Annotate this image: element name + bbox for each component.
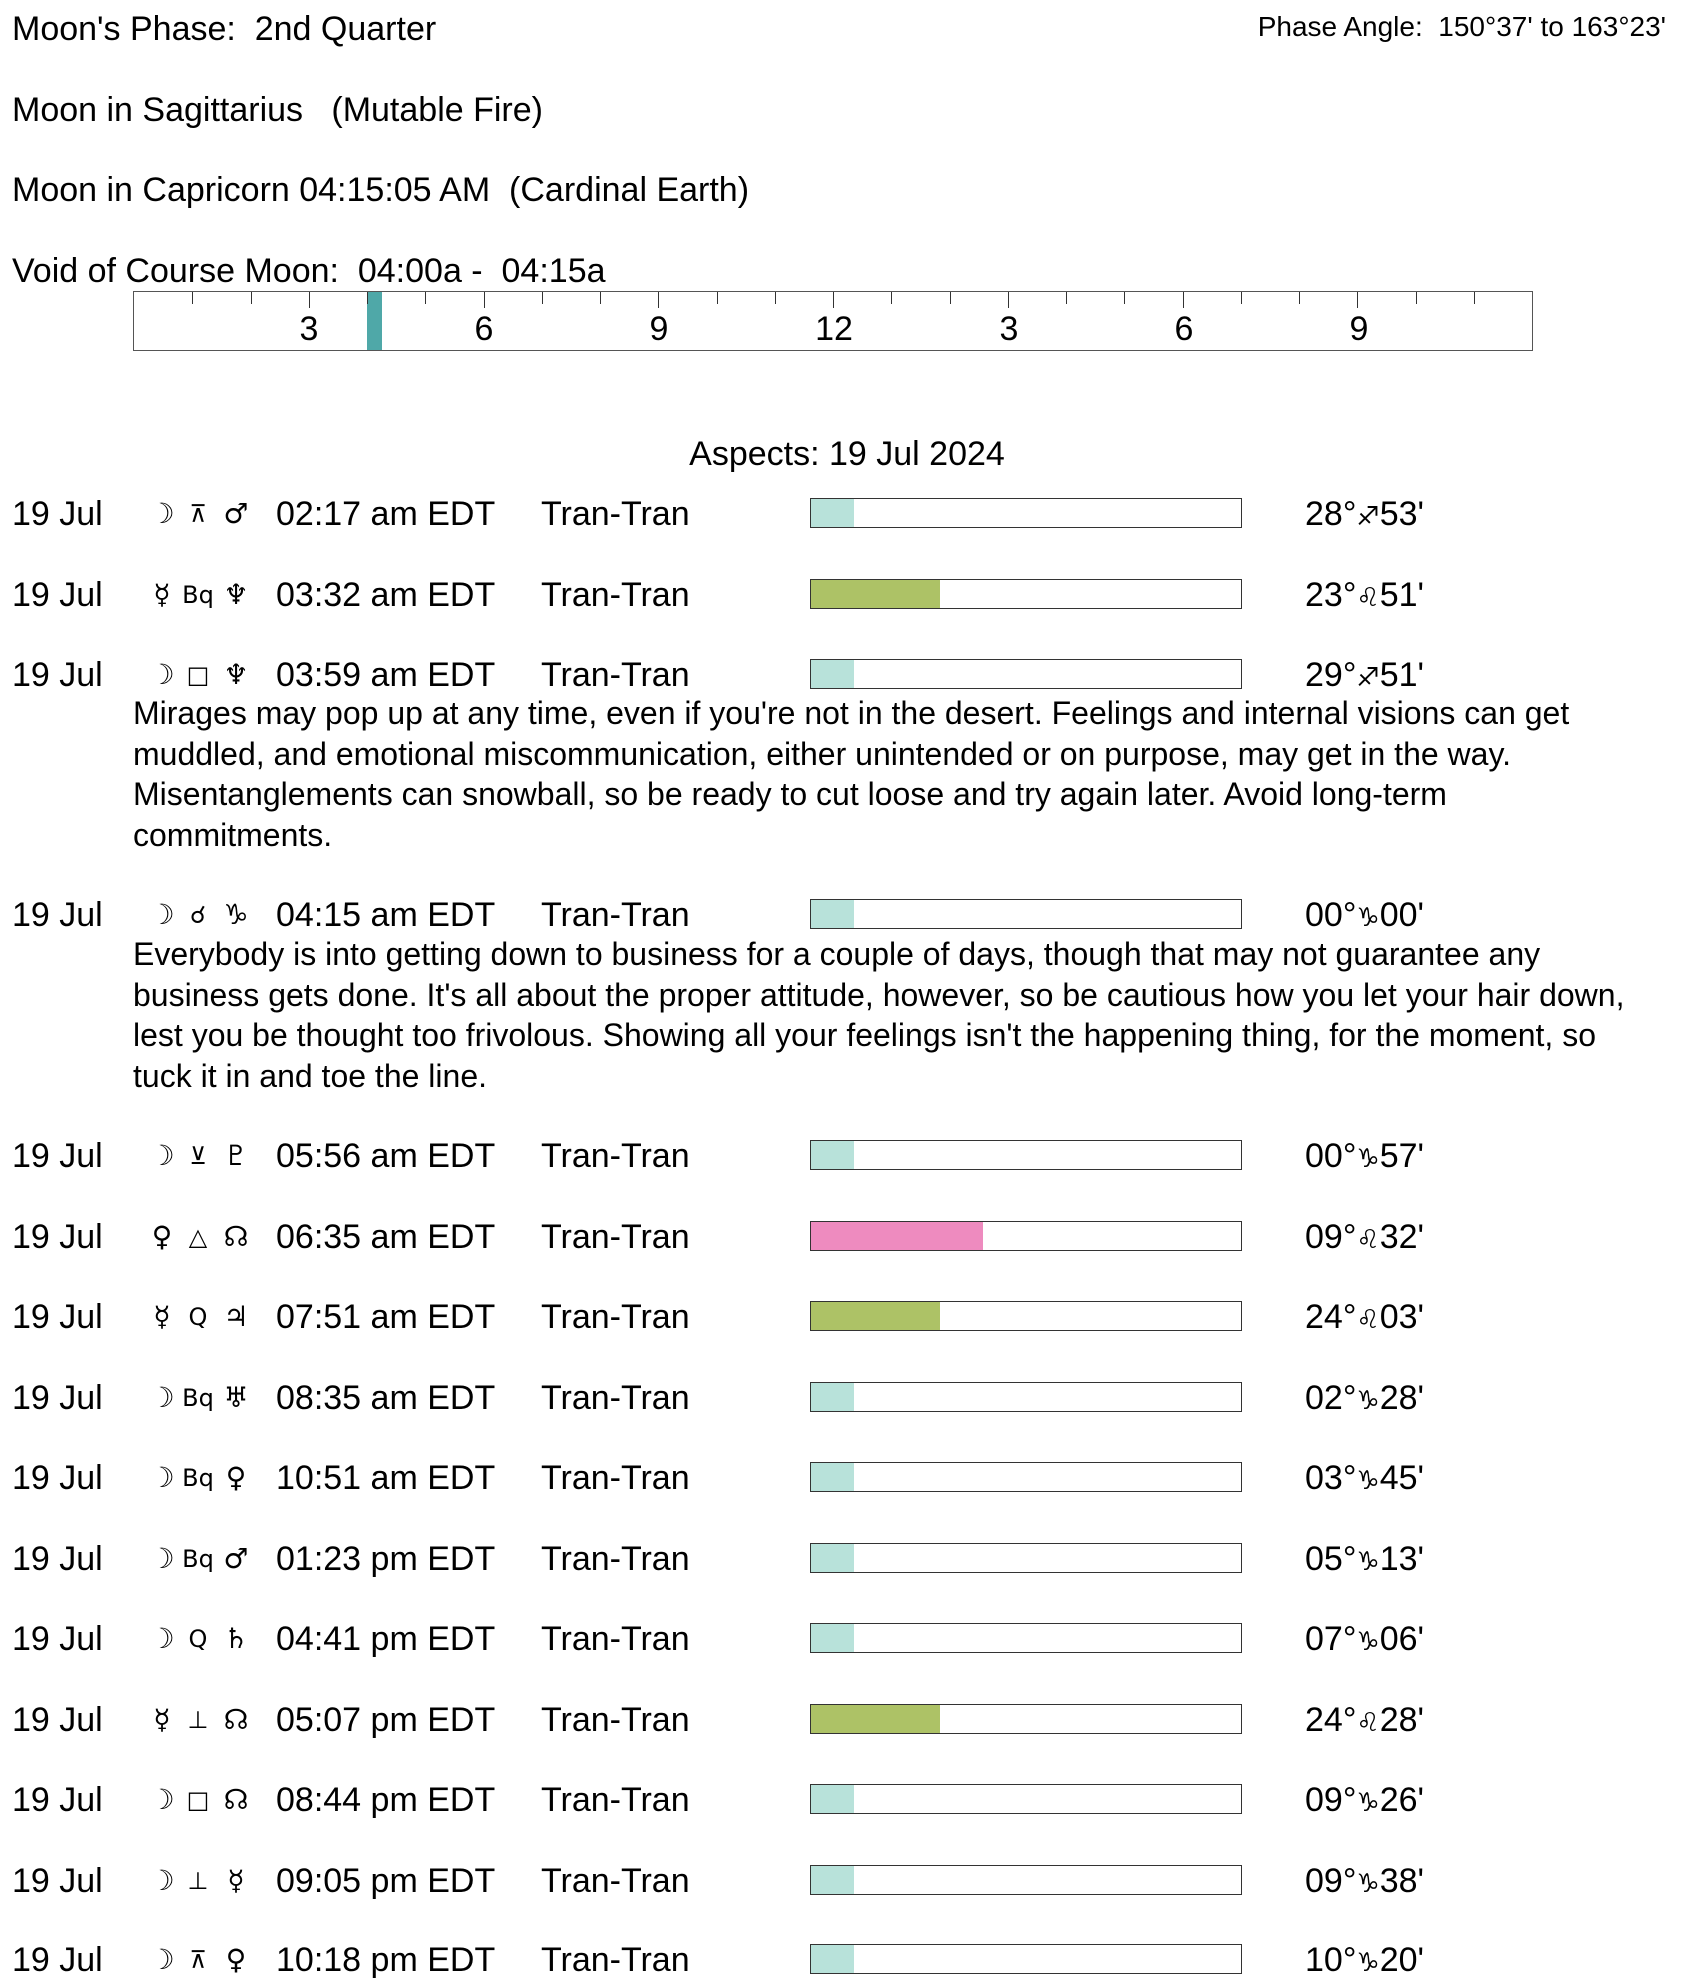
aspect-position: 09°♑38'	[1305, 1862, 1425, 1900]
timeline-tick	[192, 292, 193, 304]
timeline-tick	[542, 292, 543, 304]
strength-bar	[810, 1382, 1242, 1412]
capricorn-icon: ♑	[1356, 903, 1380, 933]
moon-phase: Moon's Phase: 2nd Quarter	[12, 10, 437, 48]
strength-bar	[810, 1623, 1242, 1653]
aspect-time: 08:44 pm EDT	[276, 1781, 496, 1819]
aspect-description: Everybody is into getting down to business for a couple of days, though that may not guarantee any business gets done. It's all about the proper attitude, however, so be cautious how you let your hair down, lest you be thought too frivolous. Showing all your feelings isn't the happening thing, for the moment, so tuck it in and toe the line.	[133, 936, 1625, 1094]
timeline-tick	[950, 292, 951, 304]
aspect-position: 10°♑20'	[1305, 1941, 1425, 1979]
timeline-tick	[717, 292, 718, 304]
aspect-glyphs	[146, 1861, 266, 1901]
aspect-date: 19 Jul	[12, 1701, 103, 1739]
aspect-date: 19 Jul	[12, 1459, 103, 1497]
timeline-tick	[1066, 292, 1067, 304]
aspect-time: 04:15 am EDT	[276, 896, 496, 934]
north-node-icon: ☊	[223, 1783, 249, 1816]
aspect-position: 03°♑45'	[1305, 1459, 1425, 1497]
aspect-date: 19 Jul	[12, 1379, 103, 1417]
strength-bar	[810, 1140, 1242, 1170]
venus-icon: ♀	[225, 1943, 247, 1976]
aspect-position: 28°♐53'	[1305, 495, 1425, 533]
timeline-tick	[1416, 292, 1417, 304]
timeline-label: 6	[1174, 310, 1194, 348]
quincunx-icon: ⊻	[189, 1142, 207, 1170]
aspect-time: 05:07 pm EDT	[276, 1701, 496, 1739]
mercury-icon: ☿	[153, 578, 171, 611]
strength-bar-fill	[811, 660, 854, 688]
moon-icon: ☽	[149, 497, 175, 530]
aspect-date: 19 Jul	[12, 1218, 103, 1256]
aspect-glyphs	[146, 1619, 266, 1659]
saturn-icon: ♄	[223, 1622, 249, 1655]
capricorn-icon: ♑	[1356, 1386, 1380, 1416]
timeline-label: 3	[299, 310, 319, 348]
aspect-date: 19 Jul	[12, 896, 103, 934]
moon-icon: ☽	[149, 1461, 175, 1494]
aspect-glyphs	[146, 1458, 266, 1498]
timeline-tick	[600, 292, 601, 304]
moon-icon: ☽	[149, 1783, 175, 1816]
strength-bar	[810, 1865, 1242, 1895]
moon-icon: ☽	[149, 1381, 175, 1414]
mars-icon: ♂	[223, 1542, 249, 1575]
aspect-type: Tran-Tran	[541, 1701, 690, 1739]
strength-bar	[810, 1784, 1242, 1814]
aspect-position: 02°♑28'	[1305, 1379, 1425, 1417]
phase-angle: Phase Angle: 150°37' to 163°23'	[1257, 11, 1666, 42]
aspect-date: 19 Jul	[12, 1137, 103, 1175]
pluto-icon: ♇	[223, 1139, 249, 1172]
timeline-tick	[1183, 292, 1184, 308]
aspect-glyphs	[146, 1700, 266, 1740]
strength-bar	[810, 899, 1242, 929]
aspect-time: 07:51 am EDT	[276, 1298, 496, 1336]
strength-bar-fill	[811, 1785, 854, 1813]
uranus-icon: ♅	[223, 1381, 249, 1414]
aspect-type: Tran-Tran	[541, 1540, 690, 1578]
strength-bar-fill	[811, 580, 940, 608]
aspect-type: Tran-Tran	[541, 1379, 690, 1417]
aspect-type: Tran-Tran	[541, 1218, 690, 1256]
aspect-date: 19 Jul	[12, 1298, 103, 1336]
strength-bar	[810, 1704, 1242, 1734]
aspect-type: Tran-Tran	[541, 1459, 690, 1497]
leo-icon: ♌	[1356, 1225, 1380, 1255]
capricorn-icon: ♑	[223, 898, 249, 931]
strength-bar-fill	[811, 900, 854, 928]
strength-bar	[810, 1543, 1242, 1573]
capricorn-icon: ♑	[1356, 1788, 1380, 1818]
quintile-icon: Q	[188, 1303, 208, 1331]
aspect-position: 05°♑13'	[1305, 1540, 1425, 1578]
aspect-glyphs	[146, 1297, 266, 1337]
moon-icon: ☽	[149, 1542, 175, 1575]
capricorn-icon: ♑	[1356, 1948, 1380, 1978]
timeline-tick	[367, 292, 368, 304]
aspect-date: 19 Jul	[12, 1781, 103, 1819]
aspect-date: 19 Jul	[12, 1862, 103, 1900]
strength-bar-fill	[811, 1866, 854, 1894]
void-of-course-marker	[367, 292, 382, 350]
aspect-glyphs	[146, 1940, 266, 1980]
strength-bar	[810, 1462, 1242, 1492]
capricorn-icon: ♑	[1356, 1466, 1380, 1496]
strength-bar-fill	[811, 1383, 854, 1411]
sesquisquare-icon: ⊥	[187, 1706, 209, 1734]
aspect-type: Tran-Tran	[541, 1298, 690, 1336]
aspect-position: 07°♑06'	[1305, 1620, 1425, 1658]
timeline-tick	[1124, 292, 1125, 304]
aspect-time: 10:51 am EDT	[276, 1459, 496, 1497]
strength-bar-fill	[811, 1141, 854, 1169]
aspect-glyphs	[146, 1539, 266, 1579]
moon-icon: ☽	[149, 1622, 175, 1655]
timeline-label: 9	[1349, 310, 1369, 348]
timeline-label: 9	[649, 310, 669, 348]
aspect-type: Tran-Tran	[541, 656, 690, 694]
aspect-position: 00°♑00'	[1305, 896, 1425, 934]
timeline-tick	[891, 292, 892, 304]
aspect-time: 06:35 am EDT	[276, 1218, 496, 1256]
jupiter-icon: ♃	[223, 1300, 249, 1333]
aspect-date: 19 Jul	[12, 1620, 103, 1658]
aspect-type: Tran-Tran	[541, 896, 690, 934]
square-icon: □	[186, 661, 210, 689]
aspect-position: 09°♌32'	[1305, 1218, 1425, 1256]
strength-bar	[810, 579, 1242, 609]
leo-icon: ♌	[1356, 583, 1380, 613]
moon-icon: ☽	[149, 1943, 175, 1976]
strength-bar-fill	[811, 1302, 940, 1330]
biquintile-icon: Bq	[182, 1545, 214, 1573]
strength-bar-fill	[811, 1544, 854, 1572]
timeline-tick	[1357, 292, 1358, 308]
strength-bar-fill	[811, 1945, 854, 1973]
timeline-label: 12	[815, 310, 853, 348]
aspect-glyphs	[146, 1780, 266, 1820]
aspect-type: Tran-Tran	[541, 495, 690, 533]
moon-ingress: Moon in Capricorn 04:15:05 AM (Cardinal Earth)	[12, 171, 750, 209]
conjunction-icon: ☌	[189, 901, 207, 929]
strength-bar-fill	[811, 499, 854, 527]
aspect-time: 05:56 am EDT	[276, 1137, 496, 1175]
moon-icon: ☽	[149, 658, 175, 691]
moon-icon: ☽	[149, 1864, 175, 1897]
moon-icon: ☽	[149, 898, 175, 931]
aspect-glyphs	[146, 1136, 266, 1176]
capricorn-icon: ♑	[1356, 1627, 1380, 1657]
timeline-tick	[1474, 292, 1475, 304]
timeline-tick	[1241, 292, 1242, 304]
aspect-position: 09°♑26'	[1305, 1781, 1425, 1819]
quintile-icon: Q	[188, 1625, 208, 1653]
day-timeline	[133, 291, 1533, 351]
sesquiquadrate-icon: ⊼	[189, 1946, 207, 1974]
aspect-position: 29°♐51'	[1305, 656, 1425, 694]
aspect-glyphs	[146, 1217, 266, 1257]
aspect-date: 19 Jul	[12, 1540, 103, 1578]
strength-bar	[810, 1221, 1242, 1251]
biquintile-icon: Bq	[182, 1384, 214, 1412]
aspect-type: Tran-Tran	[541, 576, 690, 614]
sagittarius-icon: ♐	[1356, 663, 1380, 693]
capricorn-icon: ♑	[1356, 1144, 1380, 1174]
timeline-tick	[1008, 292, 1009, 308]
aspect-type: Tran-Tran	[541, 1781, 690, 1819]
venus-icon: ♀	[225, 1461, 247, 1494]
aspect-type: Tran-Tran	[541, 1941, 690, 1979]
strength-bar-fill	[811, 1222, 983, 1250]
aspect-time: 02:17 am EDT	[276, 495, 496, 533]
aspect-time: 04:41 pm EDT	[276, 1620, 496, 1658]
moon-sign: Moon in Sagittarius (Mutable Fire)	[12, 91, 543, 129]
mercury-icon: ☿	[153, 1300, 171, 1333]
aspect-date: 19 Jul	[12, 656, 103, 694]
strength-bar	[810, 498, 1242, 528]
aspect-time: 01:23 pm EDT	[276, 1540, 496, 1578]
aspect-position: 00°♑57'	[1305, 1137, 1425, 1175]
aspect-time: 08:35 am EDT	[276, 1379, 496, 1417]
aspect-type: Tran-Tran	[541, 1620, 690, 1658]
timeline-tick	[833, 292, 834, 308]
venus-icon: ♀	[151, 1220, 173, 1253]
strength-bar	[810, 1944, 1242, 1974]
aspect-glyphs	[146, 655, 266, 695]
sagittarius-icon: ♐	[1356, 502, 1380, 532]
aspect-type: Tran-Tran	[541, 1862, 690, 1900]
aspect-time: 03:59 am EDT	[276, 656, 496, 694]
trine-icon: △	[188, 1223, 208, 1251]
timeline-tick	[658, 292, 659, 308]
mercury-icon: ☿	[153, 1703, 171, 1736]
aspect-date: 19 Jul	[12, 495, 103, 533]
aspect-date: 19 Jul	[12, 1941, 103, 1979]
biquintile-icon: Bq	[182, 581, 214, 609]
leo-icon: ♌	[1356, 1708, 1380, 1738]
timeline-tick	[309, 292, 310, 308]
timeline-tick	[775, 292, 776, 304]
aspect-time: 03:32 am EDT	[276, 576, 496, 614]
void-of-course: Void of Course Moon: 04:00a - 04:15a	[12, 252, 606, 290]
aspect-glyphs	[146, 575, 266, 615]
capricorn-icon: ♑	[1356, 1547, 1380, 1577]
moon-icon: ☽	[149, 1139, 175, 1172]
square-icon: □	[186, 1786, 210, 1814]
strength-bar-fill	[811, 1624, 854, 1652]
timeline-label: 3	[999, 310, 1019, 348]
neptune-icon: ♆	[223, 578, 249, 611]
aspect-position: 24°♌28'	[1305, 1701, 1425, 1739]
timeline-tick	[251, 292, 252, 304]
mars-icon: ♂	[223, 497, 249, 530]
neptune-icon: ♆	[223, 658, 249, 691]
mercury-icon: ☿	[227, 1864, 245, 1897]
leo-icon: ♌	[1356, 1305, 1380, 1335]
aspect-position: 23°♌51'	[1305, 576, 1425, 614]
strength-bar	[810, 659, 1242, 689]
sesquisquare-icon: ⊥	[187, 1867, 209, 1895]
aspect-glyphs	[146, 895, 266, 935]
aspect-time: 09:05 pm EDT	[276, 1862, 496, 1900]
aspects-title: Aspects: 19 Jul 2024	[689, 435, 1005, 473]
north-node-icon: ☊	[223, 1703, 249, 1736]
aspect-glyphs	[146, 494, 266, 534]
strength-bar-fill	[811, 1463, 854, 1491]
aspect-date: 19 Jul	[12, 576, 103, 614]
strength-bar	[810, 1301, 1242, 1331]
timeline-tick	[484, 292, 485, 308]
timeline-tick	[1299, 292, 1300, 304]
timeline-tick	[425, 292, 426, 304]
sesquiquadrate-icon: ⊼	[189, 500, 207, 528]
aspect-time: 10:18 pm EDT	[276, 1941, 496, 1979]
capricorn-icon: ♑	[1356, 1869, 1380, 1899]
aspect-description: Mirages may pop up at any time, even if you're not in the desert. Feelings and internal visions can get muddled, and emotional miscommunication, either unintended or on purpose, may get in the way. Misentanglements can snowball, so be ready to cut loose and try again later. Avoid long-term commitments.	[133, 695, 1570, 853]
aspect-glyphs	[146, 1378, 266, 1418]
timeline-label: 6	[474, 310, 494, 348]
aspect-type: Tran-Tran	[541, 1137, 690, 1175]
north-node-icon: ☊	[223, 1220, 249, 1253]
biquintile-icon: Bq	[182, 1464, 214, 1492]
strength-bar-fill	[811, 1705, 940, 1733]
aspect-position: 24°♌03'	[1305, 1298, 1425, 1336]
